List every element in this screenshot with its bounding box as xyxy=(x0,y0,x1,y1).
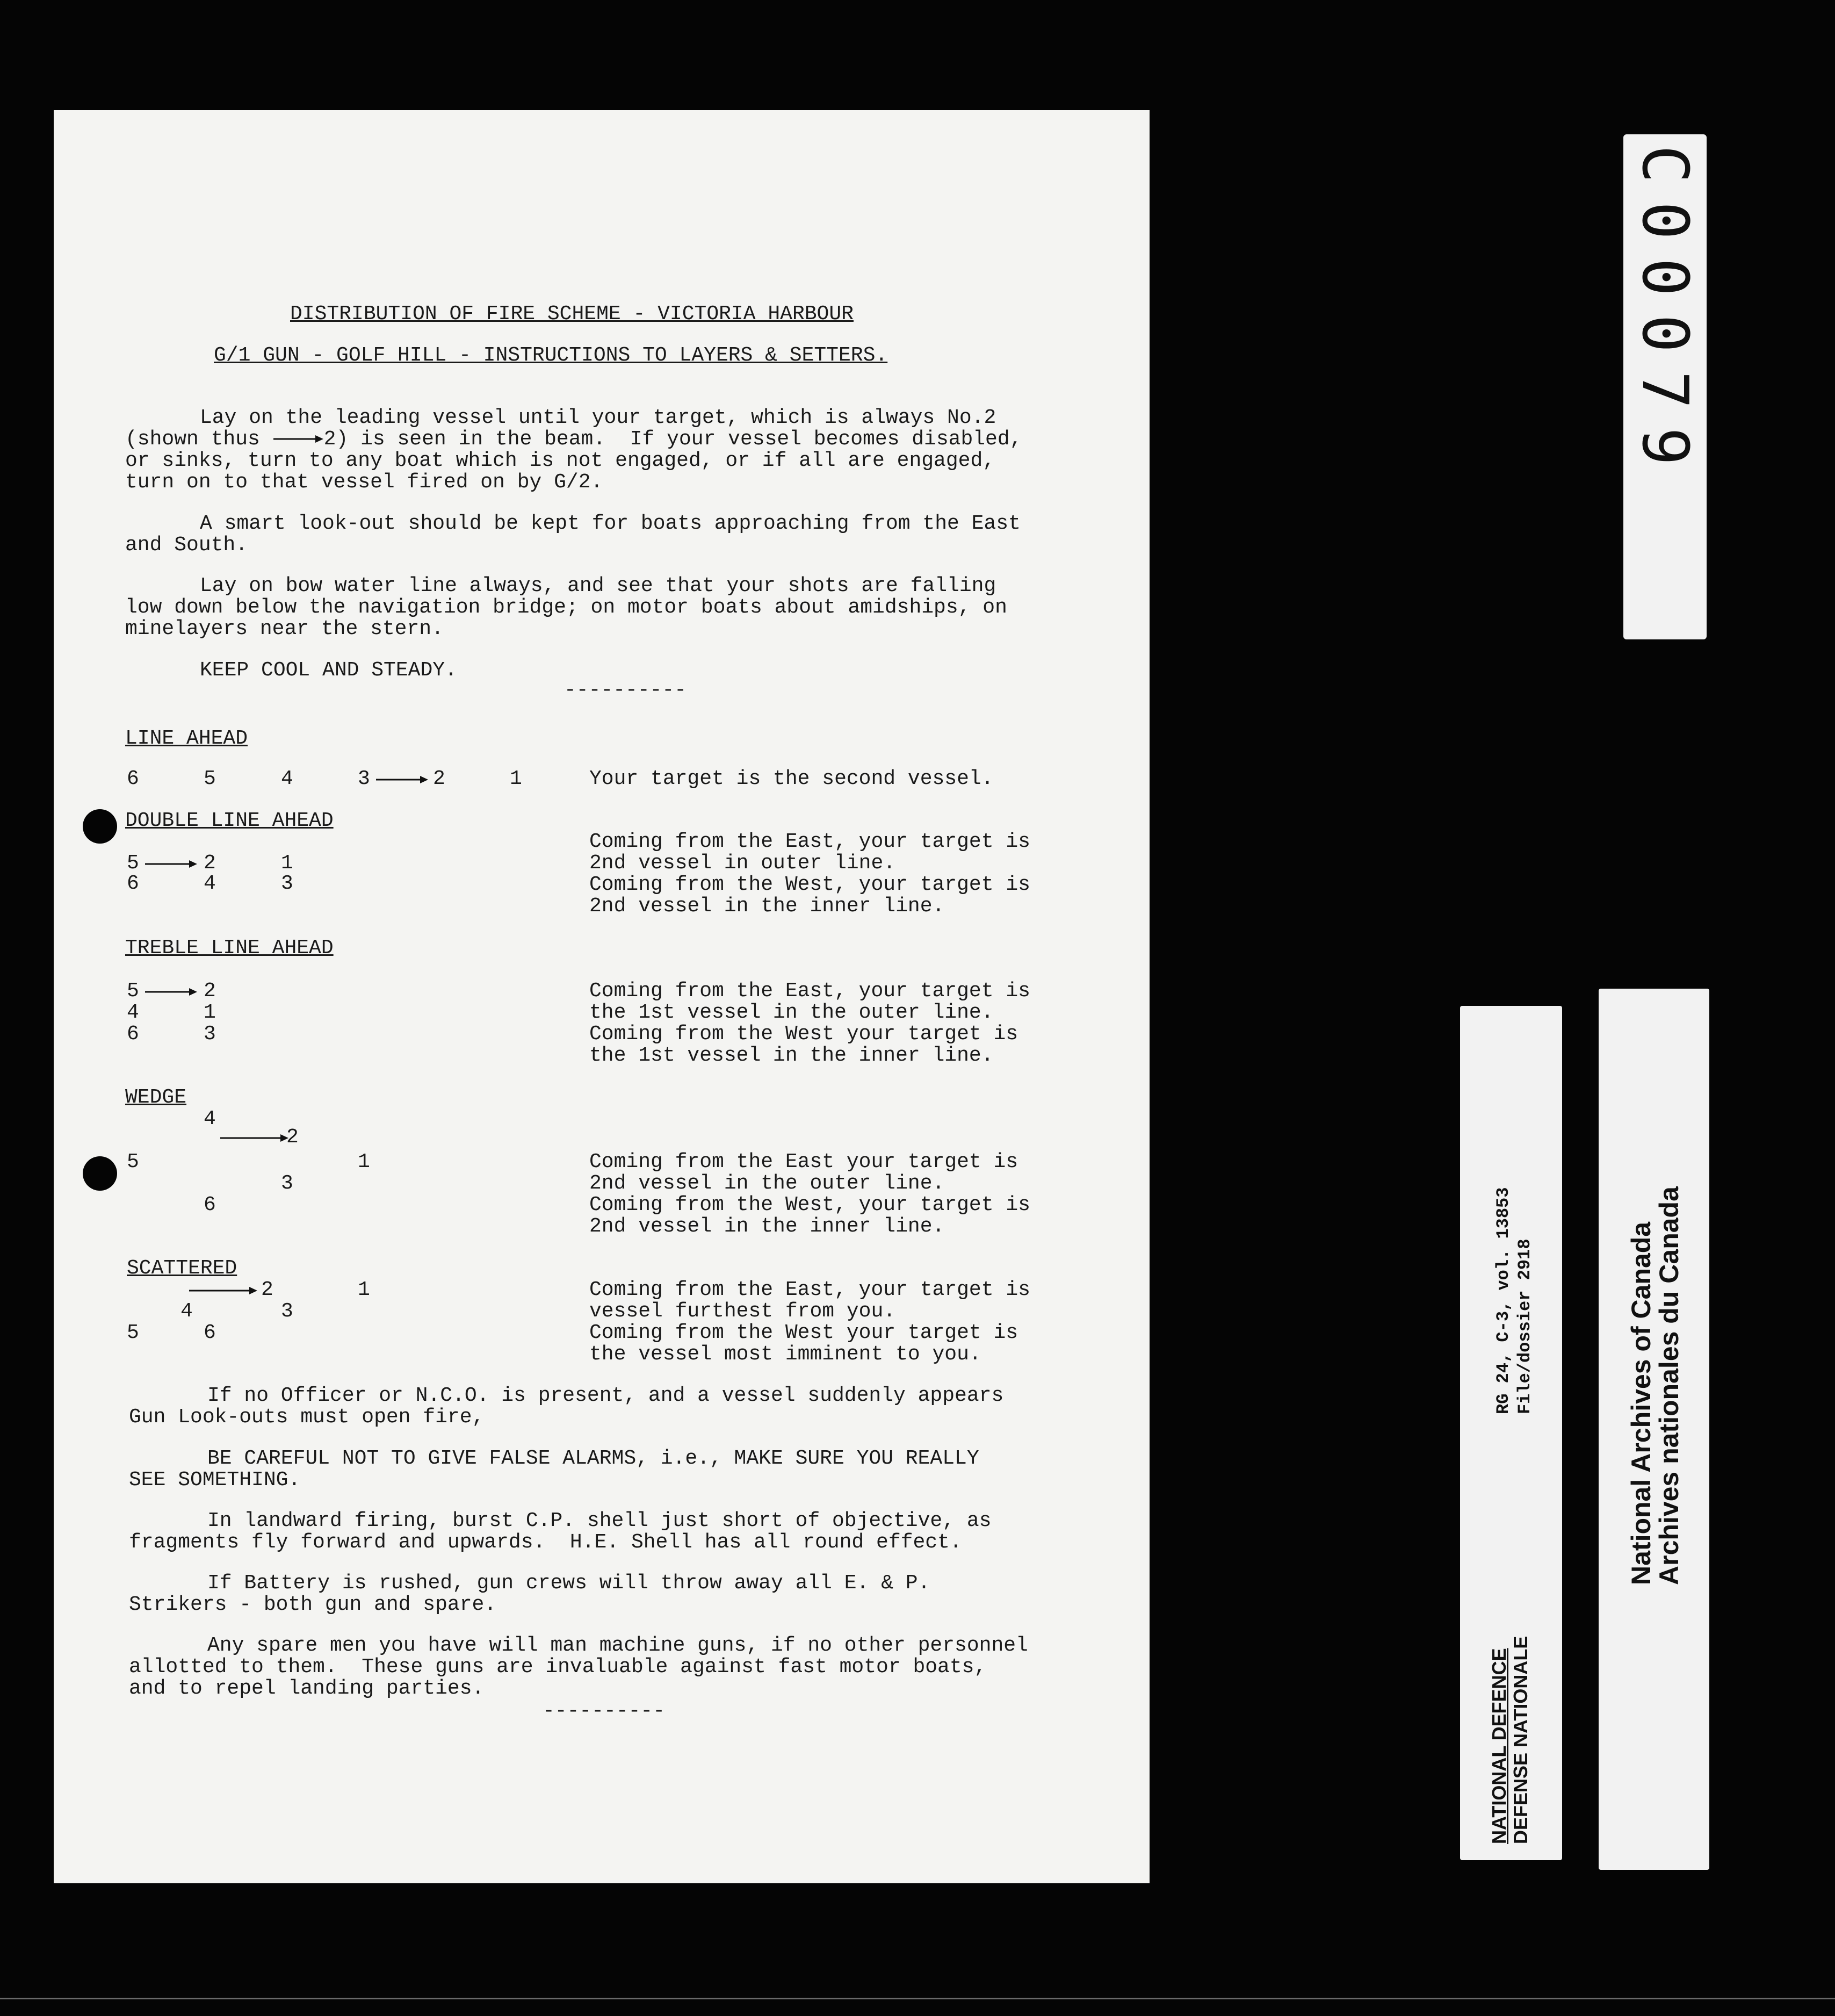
paragraph-line xyxy=(125,429,1022,450)
formation-description: Coming from the West your target is xyxy=(589,1023,1018,1046)
paragraph-line: Strikers - both gun and spare. xyxy=(129,1593,497,1616)
arrow-icon xyxy=(188,1285,258,1296)
department-label: NATIONAL DEFENCE xyxy=(1488,1648,1510,1844)
vessel-number: 1 xyxy=(281,852,293,875)
vessel-number: 1 xyxy=(358,1150,370,1173)
keep-cool-line: KEEP COOL AND STEADY. xyxy=(200,659,457,682)
vessel-number: 4 xyxy=(204,872,216,895)
archives-name: National Archives of Canada xyxy=(1626,1221,1656,1585)
vessel-number: 5 xyxy=(127,980,139,1003)
formation-description: 2nd vessel in outer line. xyxy=(589,852,896,875)
vessel-number: 4 xyxy=(180,1300,193,1323)
arrow-icon xyxy=(144,859,198,869)
arrow-icon xyxy=(375,774,429,785)
paragraph-text: 2) is seen in the beam. If your vessel becomes disabled, xyxy=(323,428,1022,451)
punch-hole xyxy=(83,809,117,844)
vessel-number: 6 xyxy=(127,767,139,790)
formation-description: the 1st vessel in the inner line. xyxy=(589,1044,994,1067)
paragraph-line: A smart look-out should be kept for boats approaching from the East xyxy=(200,512,1021,535)
paragraph-line: SEE SOMETHING. xyxy=(129,1468,301,1492)
vessel-number: 3 xyxy=(204,1023,216,1046)
punch-hole xyxy=(83,1156,117,1191)
vessel-number: 5 xyxy=(127,1150,139,1173)
archive-reference: RG 24, C-3, vol. 13853 xyxy=(1493,1187,1513,1414)
formation-description: 2nd vessel in the inner line. xyxy=(589,1215,945,1238)
formation-description: Coming from the East, your target is xyxy=(589,830,1030,853)
arrow-icon xyxy=(272,434,324,444)
formation-description: the 1st vessel in the outer line. xyxy=(589,1001,994,1024)
vessel-number: 5 xyxy=(127,852,139,875)
paragraph-line: If no Officer or N.C.O. is present, and a vessel suddenly appears xyxy=(207,1384,1004,1407)
formation-description: vessel furthest from you. xyxy=(589,1300,896,1323)
arrow-icon xyxy=(219,1133,289,1143)
vessel-number: 1 xyxy=(204,1001,216,1024)
department-label: DEFENSE NATIONALE xyxy=(1509,1636,1531,1844)
archive-reference: File/dossier 2918 xyxy=(1515,1239,1535,1414)
paragraph-line: Lay on bow water line always, and see that your shots are falling xyxy=(200,574,996,597)
formation-description: Coming from the West, your target is xyxy=(589,873,1030,896)
formation-heading-wedge: WEDGE xyxy=(125,1086,187,1109)
frame-number: C00079 xyxy=(1628,145,1702,484)
paragraph-line: BE CAREFUL NOT TO GIVE FALSE ALARMS, i.e., MAKE SURE YOU REALLY xyxy=(207,1447,979,1470)
vessel-number: 4 xyxy=(127,1001,139,1024)
formation-description: Coming from the West, your target is xyxy=(589,1193,1030,1216)
paragraph-line: Gun Look-outs must open fire, xyxy=(129,1406,485,1429)
national-archives-label xyxy=(1599,989,1709,1870)
national-defence-label xyxy=(1460,1006,1562,1860)
vessel-number: 2 xyxy=(204,980,216,1003)
archives-name: Archives nationales du Canada xyxy=(1654,1186,1684,1585)
formation-heading-line-ahead: LINE AHEAD xyxy=(125,727,248,750)
vessel-number: 2 xyxy=(261,1278,273,1301)
formation-description: Your target is the second vessel. xyxy=(589,767,994,790)
vessel-number: 5 xyxy=(127,1321,139,1344)
formation-description: 2nd vessel in the inner line. xyxy=(589,895,945,918)
vessel-number: 6 xyxy=(127,1023,139,1046)
formation-description: 2nd vessel in the outer line. xyxy=(589,1172,945,1195)
paragraph-line: and South. xyxy=(125,534,248,557)
paragraph-line: If Battery is rushed, gun crews will throw away all E. & P. xyxy=(207,1572,930,1595)
paragraph-line: turn on to that vessel fired on by G/2. xyxy=(125,471,603,494)
vessel-number: 1 xyxy=(358,1278,370,1301)
formation-description: Coming from the West your target is xyxy=(589,1321,1018,1344)
document-page xyxy=(54,110,1150,1883)
vessel-number: 5 xyxy=(204,767,216,790)
vessel-number: 6 xyxy=(127,872,139,895)
paragraph-text: (shown thus xyxy=(125,428,272,451)
paragraph-line: Lay on the leading vessel until your target, which is always No.2 xyxy=(200,406,996,429)
separator: ---------- xyxy=(564,679,687,702)
vessel-number: 3 xyxy=(281,872,293,895)
vessel-number: 2 xyxy=(286,1126,299,1149)
vessel-number: 4 xyxy=(204,1107,216,1131)
formation-description: Coming from the East your target is xyxy=(589,1150,1018,1173)
paragraph-line: low down below the navigation bridge; on motor boats about amidships, on xyxy=(125,596,1007,619)
formation-heading-treble-line-ahead: TREBLE LINE AHEAD xyxy=(125,937,334,960)
paragraph-line: fragments fly forward and upwards. H.E. Shell has all round effect. xyxy=(129,1531,962,1554)
vessel-number: 2 xyxy=(204,852,216,875)
vessel-number: 3 xyxy=(281,1172,293,1195)
frame-number-strip xyxy=(1623,134,1707,639)
vessel-number: 1 xyxy=(510,767,522,790)
vessel-number: 4 xyxy=(281,767,293,790)
paragraph-line: In landward firing, burst C.P. shell just short of objective, as xyxy=(207,1509,992,1532)
formation-heading-double-line-ahead: DOUBLE LINE AHEAD xyxy=(125,809,334,832)
formation-description: the vessel most imminent to you. xyxy=(589,1343,981,1366)
formation-description: Coming from the East, your target is xyxy=(589,1278,1030,1301)
formation-heading-scattered: SCATTERED xyxy=(127,1257,237,1280)
arrow-icon xyxy=(144,987,198,997)
vessel-number: 6 xyxy=(204,1193,216,1216)
separator: ---------- xyxy=(543,1700,666,1723)
document-title: DISTRIBUTION OF FIRE SCHEME - VICTORIA HARBOUR xyxy=(290,303,854,326)
vessel-number: 3 xyxy=(281,1300,293,1323)
paragraph-line: Any spare men you have will man machine guns, if no other personnel xyxy=(207,1634,1028,1657)
paragraph-line: allotted to them. These guns are invaluable against fast motor boats, xyxy=(129,1655,987,1679)
paragraph-line: and to repel landing parties. xyxy=(129,1677,485,1700)
document-subtitle: G/1 GUN - GOLF HILL - INSTRUCTIONS TO LAYERS & SETTERS. xyxy=(214,344,888,367)
paragraph-line: minelayers near the stern. xyxy=(125,617,444,640)
film-edge-line xyxy=(0,1998,1835,1999)
paragraph-line: or sinks, turn to any boat which is not engaged, or if all are engaged, xyxy=(125,449,995,472)
vessel-number: 6 xyxy=(204,1321,216,1344)
formation-description: Coming from the East, your target is xyxy=(589,980,1030,1003)
vessel-number: 2 xyxy=(433,767,445,790)
vessel-number: 3 xyxy=(358,767,370,790)
